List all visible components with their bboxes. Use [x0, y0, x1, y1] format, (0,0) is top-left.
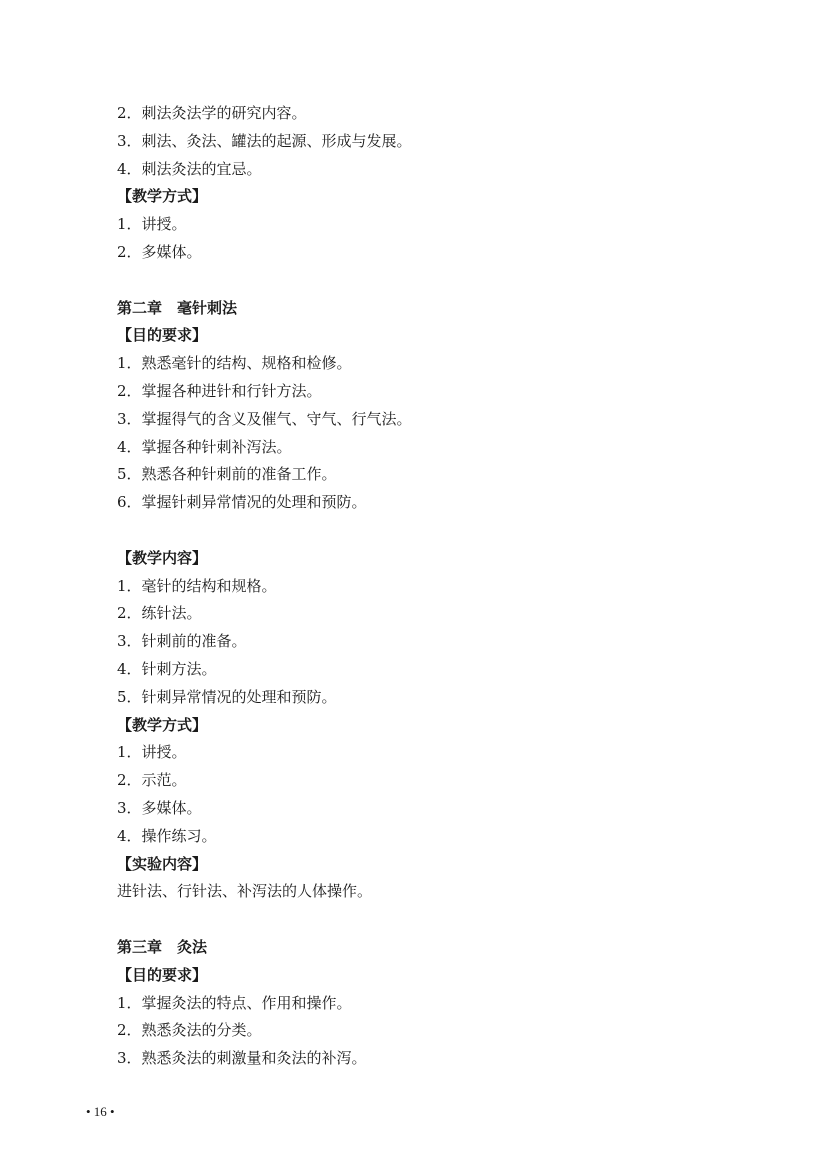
- list-item: 4．刺法灸法的宜忌。: [117, 159, 262, 178]
- section-heading-experiment: 【实验内容】: [117, 854, 208, 873]
- list-item: 4．操作练习。: [117, 826, 217, 845]
- list-item: 2．熟悉灸法的分类。: [117, 1021, 262, 1040]
- chapter-title: 第二章 毫针刺法: [117, 298, 238, 317]
- list-item: 2．示范。: [117, 771, 187, 790]
- list-item: 1．毫针的结构和规格。: [117, 576, 277, 595]
- list-item: 4．针刺方法。: [117, 659, 217, 678]
- list-item: 3．针刺前的准备。: [117, 632, 247, 651]
- section-heading-objectives: 【目的要求】: [117, 326, 208, 345]
- section-heading-content: 【教学内容】: [117, 548, 208, 567]
- section-heading-teaching-method: 【教学方式】: [117, 187, 208, 206]
- list-item: 3．熟悉灸法的刺激量和灸法的补泻。: [117, 1049, 367, 1068]
- list-item: 2．多媒体。: [117, 242, 202, 261]
- list-item: 2．练针法。: [117, 604, 202, 623]
- list-item: 6．掌握针刺异常情况的处理和预防。: [117, 493, 367, 512]
- spacer: [117, 267, 717, 295]
- spacer: [117, 906, 717, 934]
- experiment-text: 进针法、行针法、补泻法的人体操作。: [117, 882, 373, 901]
- list-item: 5．熟悉各种针刺前的准备工作。: [117, 465, 337, 484]
- list-item: 1．熟悉毫针的结构、规格和检修。: [117, 354, 352, 373]
- spacer: [117, 517, 717, 545]
- list-item: 3．刺法、灸法、罐法的起源、形成与发展。: [117, 131, 412, 150]
- list-item: 1．讲授。: [117, 743, 187, 762]
- list-item: 3．掌握得气的含义及催气、守气、行气法。: [117, 409, 412, 428]
- list-item: 2．刺法灸法学的研究内容。: [117, 104, 307, 122]
- section-heading-teaching-method: 【教学方式】: [117, 715, 208, 734]
- section-heading-objectives: 【目的要求】: [117, 965, 208, 984]
- chapter-title: 第三章 灸法: [117, 937, 208, 956]
- list-item: 4．掌握各种针刺补泻法。: [117, 437, 292, 456]
- list-item: 2．掌握各种进针和行针方法。: [117, 381, 322, 400]
- list-item: 5．针刺异常情况的处理和预防。: [117, 687, 337, 706]
- list-item: 3．多媒体。: [117, 798, 202, 817]
- list-item: 1．掌握灸法的特点、作用和操作。: [117, 993, 352, 1012]
- page-number: • 16 •: [86, 1104, 115, 1119]
- page-content: [117, 100, 717, 1073]
- list-item: 1．讲授。: [117, 215, 187, 234]
